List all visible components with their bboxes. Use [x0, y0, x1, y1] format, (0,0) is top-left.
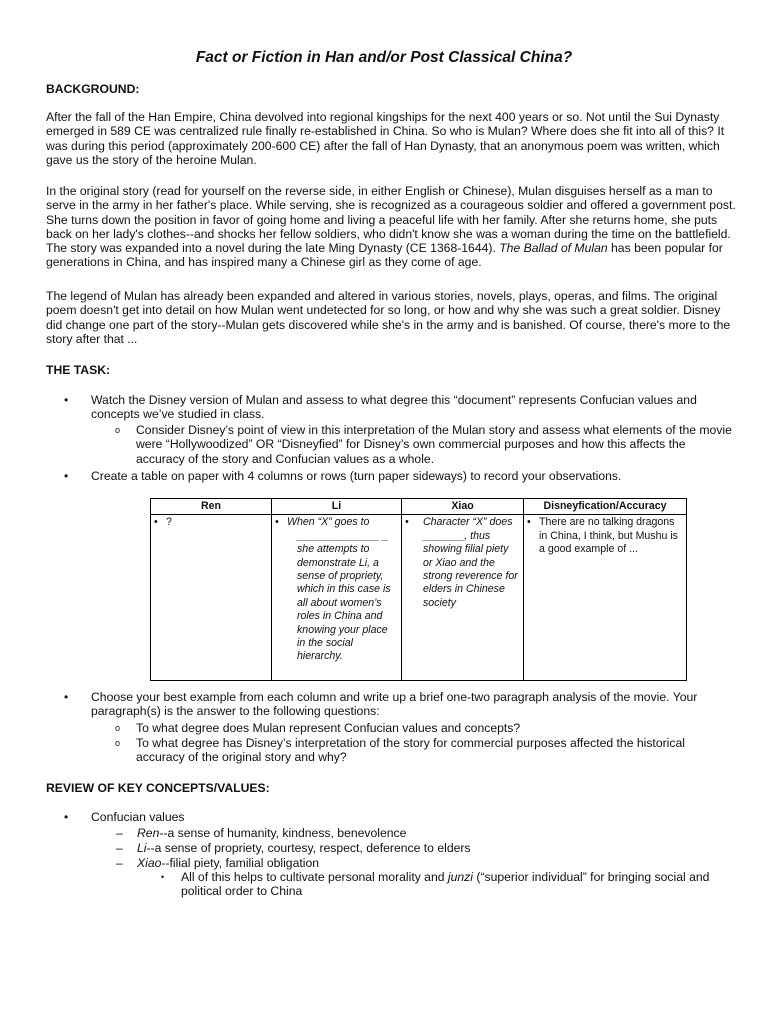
- table-header-xiao: Xiao: [402, 499, 524, 515]
- table-header-disneyfication: Disneyfication/Accuracy: [524, 499, 687, 515]
- review-item-xiao: – Xiao--filial piety, familial obligation: [116, 856, 320, 870]
- small-bullet-icon: •: [161, 872, 165, 882]
- sub-bullet-icon: o: [115, 723, 121, 733]
- document-page: Fact or Fiction in Han and/or Post Classical China? BACKGROUND: After the fall of the Han Empire, China devolved into regional kingships for the next 400 years or so. Not until the Sui Dynasty emerged in 589 CE was centralized rule finally re-established in China. So who is Mulan? Where does she fit into all of this? It was during this period (approximately 200-600 CE) after the fall of Han Dynasty, that an anonymous poem was written, which gave us the story of the heroine Mulan. In the original story (read for yourself on the reverse side, in either English or Chinese), Mulan disguises herself as a man to serve in the army in her father's place. While serving, she is recognized as a courageous soldier and offered a government post. She turns down the position in favor of going home and living a peaceful life with her family. After she returns home, she puts back on her lady's clothes--and shocks her fellow soldiers, who didn't know she was a woman during the time on the battlefield. The story was expanded into a novel during the late Ming Dynasty (CE 1368-1644). The Ballad of Mulan has been popular for generations in China, and has inspired many a Chinese girl as they come of age. The legend of Mulan has already been expanded and altered in various stories, novels, plays, operas, and films. The original poem doesn't get into detail on how Mulan went undetected for so long, or how and why she was such a great soldier. Disney did change one part of the story--Mulan gets discovered while she's in the army and is banished. Of course, there's more to the story after that ... THE TASK: • Watch the Disney version of Mulan and assess to what degree this “document” represents Confucian values and concepts we’ve studied in class. o Consider Disney’s point of view in this interpretation of the Mulan story and assess what elements of the movie were “Hollywoodized” OR “Disneyfied” for Disney’s own commercial purposes and how this affects the accuracy of the story and Confucian values as a whole. • Create a table on paper with 4 columns or rows (turn paper sideways) to record your observations. Ren Li Xiao Disneyfication/Accuracy • ? • When “X” goes to ______________ _ she attempts to demonstrate Li, a sense of propriety, which in this case is all about women’s roles in China and knowing your place in the social hierarchy. • Character “X” does _______, thus showing filial piety or Xiao and the strong reverence for elders in Chinese society • There are no talking dragons in China, I think, but Mushu is a good example of ... • Choose your best example from each column and write up a brief one-two paragraph analysis of the movie. Your paragraph(s) is the answer to the following questions: o To what degree does Mulan represent Confucian values and concepts? o To what degree has Disney’s interpretation of the story for commercial purposes affected the historical accuracy of the original story and why? REVIEW OF KEY CONCEPTS/VALUES: • Confucian values – Ren--a sense of humanity, kindness, benevolence – Li--a sense of propriety, courtesy, respect, deference to elders – Xiao--filial piety, familial obligation • All of this helps to cultivate personal morality and junzi (“superior individual” for bringing social and political order to China: [0, 0, 768, 1024]
- observation-table: [150, 498, 687, 681]
- bullet-icon: •: [64, 393, 69, 407]
- table-header-ren: Ren: [151, 499, 272, 515]
- dash-icon: –: [116, 826, 123, 840]
- bullet-icon: •: [64, 469, 69, 483]
- bullet-icon: •: [154, 516, 158, 529]
- sub-bullet-icon: o: [115, 425, 121, 435]
- sub-bullet-icon: o: [115, 738, 121, 748]
- table-cell-disneyfication: • There are no talking dragons in China, I think, but Mushu is a good example of ...: [524, 515, 687, 681]
- bullet-icon: •: [405, 516, 409, 529]
- background-heading: BACKGROUND:: [46, 82, 140, 96]
- review-item-ren: – Ren--a sense of humanity, kindness, benevolence: [116, 826, 407, 840]
- review-item-li: – Li--a sense of propriety, courtesy, respect, deference to elders: [116, 841, 471, 855]
- bullet-icon: •: [64, 810, 69, 824]
- task-heading: THE TASK:: [46, 363, 111, 377]
- background-paragraph-3: The legend of Mulan has already been expanded and altered in various stories, novels, plays, operas, and films. The original poem doesn't get into detail on how Mulan went undetected for so long, or how and why she was such a great soldier. Disney did change one part of the story--Mulan gets discovered while she's in the army and is banished. Of course, there's more to the story after that ...: [46, 289, 731, 346]
- bullet-icon: •: [64, 690, 69, 704]
- bullet-icon: •: [527, 516, 531, 529]
- bullet-icon: •: [275, 516, 279, 529]
- page-title: Fact or Fiction in Han and/or Post Classical China?: [195, 49, 573, 66]
- review-heading: REVIEW OF KEY CONCEPTS/VALUES:: [46, 781, 270, 795]
- table-header-row: [151, 499, 687, 515]
- table-row: [151, 515, 687, 681]
- table-cell-li: • When “X” goes to ______________ _ she attempts to demonstrate Li, a sense of propriety, which in this case is all about women’s roles in China and knowing your place in the social hierarchy.: [272, 515, 402, 681]
- dash-icon: –: [116, 841, 123, 855]
- dash-icon: –: [116, 856, 123, 870]
- ballad-title: The Ballad of Mulan: [499, 241, 608, 256]
- background-paragraph-1: After the fall of the Han Empire, China devolved into regional kingships for the next 400 years or so. Not until the Sui Dynasty emerged in 589 CE was centralized rule finally re-established in China. So who is Mulan? Where does she fit into all of this? It was during this period (approximately 200-600 CE) after the fall of Han Dynasty, that an anonymous poem was written, which gave us the story of the heroine Mulan.: [46, 110, 725, 167]
- table-header-li: Li: [272, 499, 402, 515]
- review-note: • All of this helps to cultivate personal morality and junzi (“superior individual” for bringing social and political order to China: [161, 870, 710, 899]
- background-paragraph-2: In the original story (read for yourself on the reverse side, in either English or Chinese), Mulan disguises herself as a man to serve in the army in her father's place. While serving, she is recognized as a courageous soldier and offered a government post. She turns down the position in favor of going home and living a peaceful life with her family. After she returns home, she puts back on her lady's clothes--and shocks her fellow soldiers, who didn't know she was a woman during the time on the battlefield. The story was expanded into a novel during the late Ming Dynasty (CE 1368-1644). The Ballad of Mulan has been popular for generations in China, and has inspired many a Chinese girl as they come of age.: [46, 184, 736, 270]
- table-cell-xiao: • Character “X” does _______, thus showing filial piety or Xiao and the strong reverence for elders in Chinese society: [402, 515, 524, 681]
- table-cell-ren: • ?: [151, 515, 272, 681]
